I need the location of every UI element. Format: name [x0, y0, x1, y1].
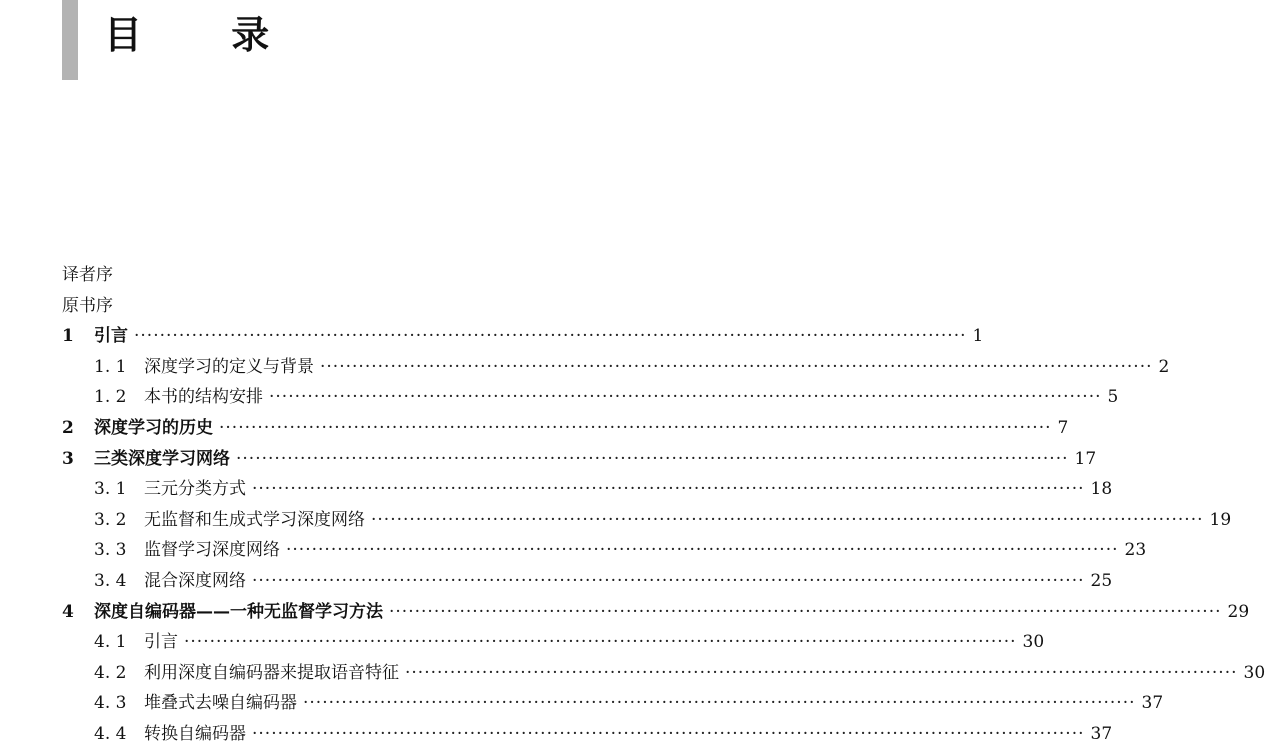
toc-page-number: 5: [1108, 382, 1119, 413]
toc-dot-leader: ··································································································································: [389, 597, 1222, 628]
toc-entry-title: 三类深度学习网络: [94, 444, 230, 475]
toc-dot-leader: ··································································································································: [405, 658, 1238, 689]
toc-entry-number: 3. 1: [94, 474, 144, 505]
toc-entry-title: 深度学习的定义与背景: [144, 352, 314, 383]
toc-page-number: 1: [973, 321, 984, 352]
toc-dot-leader: ··································································································································: [236, 444, 1069, 475]
page-title: 目 录: [104, 10, 307, 60]
toc-entry-title: 深度自编码器——一种无监督学习方法: [94, 597, 383, 628]
toc-entry-title: 本书的结构安排: [144, 382, 263, 413]
title-accent-bar: [62, 0, 78, 80]
table-of-contents: [62, 260, 752, 750]
toc-entry-number: 4. 2: [94, 658, 144, 689]
toc-entry-number: 3. 4: [94, 566, 144, 597]
toc-entry-title: 无监督和生成式学习深度网络: [144, 505, 365, 536]
toc-section-entry[interactable]: [62, 505, 752, 536]
toc-section-entry[interactable]: [62, 627, 752, 658]
toc-page-number: 30: [1023, 627, 1045, 658]
toc-section-entry[interactable]: [62, 688, 752, 719]
toc-entry-title: 监督学习深度网络: [144, 535, 280, 566]
toc-entry-title: 引言: [94, 321, 128, 352]
toc-entry-number: 2: [62, 413, 94, 444]
toc-dot-leader: ··································································································································: [219, 413, 1052, 444]
toc-page-number: 30: [1244, 658, 1265, 689]
toc-page-number: 23: [1125, 535, 1147, 566]
toc-section-entry[interactable]: [62, 535, 752, 566]
toc-dot-leader: ··································································································································: [269, 382, 1102, 413]
toc-entry-title: 三元分类方式: [144, 474, 246, 505]
toc-page-number: 18: [1091, 474, 1113, 505]
toc-entry-number: 3. 2: [94, 505, 144, 536]
toc-front-matter-entry[interactable]: [62, 260, 752, 291]
toc-section-entry[interactable]: [62, 382, 752, 413]
toc-dot-leader: ··································································································································: [371, 505, 1204, 536]
toc-dot-leader: ··································································································································: [252, 719, 1085, 750]
toc-entry-number: 1. 2: [94, 382, 144, 413]
toc-dot-leader: ··································································································································: [184, 627, 1017, 658]
toc-entry-title: 深度学习的历史: [94, 413, 213, 444]
toc-entry-number: 4. 1: [94, 627, 144, 658]
toc-entry-title: 堆叠式去噪自编码器: [144, 688, 297, 719]
toc-section-entry[interactable]: [62, 719, 752, 750]
toc-entry-number: 3: [62, 444, 94, 475]
toc-dot-leader: ··································································································································: [252, 566, 1085, 597]
toc-page-number: 7: [1058, 413, 1069, 444]
toc-page-number: 37: [1091, 719, 1113, 750]
toc-entry-title: 利用深度自编码器来提取语音特征: [144, 658, 399, 689]
toc-chapter-entry[interactable]: [62, 597, 752, 628]
toc-page-number: 19: [1210, 505, 1232, 536]
toc-chapter-entry[interactable]: [62, 444, 752, 475]
toc-entry-number: 3. 3: [94, 535, 144, 566]
toc-entry-number: 4: [62, 597, 94, 628]
toc-entry-title: 引言: [144, 627, 178, 658]
toc-dot-leader: ··································································································································: [303, 688, 1136, 719]
toc-front-matter-entry[interactable]: [62, 291, 752, 322]
toc-section-entry[interactable]: [62, 566, 752, 597]
toc-page-number: 29: [1228, 597, 1250, 628]
toc-entry-title: 转换自编码器: [144, 719, 246, 750]
toc-page-number: 37: [1142, 688, 1164, 719]
toc-section-entry[interactable]: [62, 352, 752, 383]
toc-entry-number: 1: [62, 321, 94, 352]
toc-section-entry[interactable]: [62, 474, 752, 505]
toc-section-entry[interactable]: [62, 658, 752, 689]
toc-entry-title: 原书序: [62, 291, 113, 322]
toc-entry-number: 4. 4: [94, 719, 144, 750]
toc-page-number: 17: [1075, 444, 1097, 475]
toc-page-number: 2: [1159, 352, 1170, 383]
toc-dot-leader: ··································································································································: [320, 352, 1153, 383]
toc-page-number: 25: [1091, 566, 1113, 597]
toc-entry-title: 译者序: [62, 260, 113, 291]
toc-entry-number: 1. 1: [94, 352, 144, 383]
toc-dot-leader: ··································································································································: [286, 535, 1119, 566]
toc-entry-number: 4. 3: [94, 688, 144, 719]
toc-chapter-entry[interactable]: [62, 413, 752, 444]
toc-dot-leader: ··································································································································: [134, 321, 967, 352]
toc-entry-title: 混合深度网络: [144, 566, 246, 597]
toc-dot-leader: ··································································································································: [252, 474, 1085, 505]
toc-chapter-entry[interactable]: [62, 321, 752, 352]
